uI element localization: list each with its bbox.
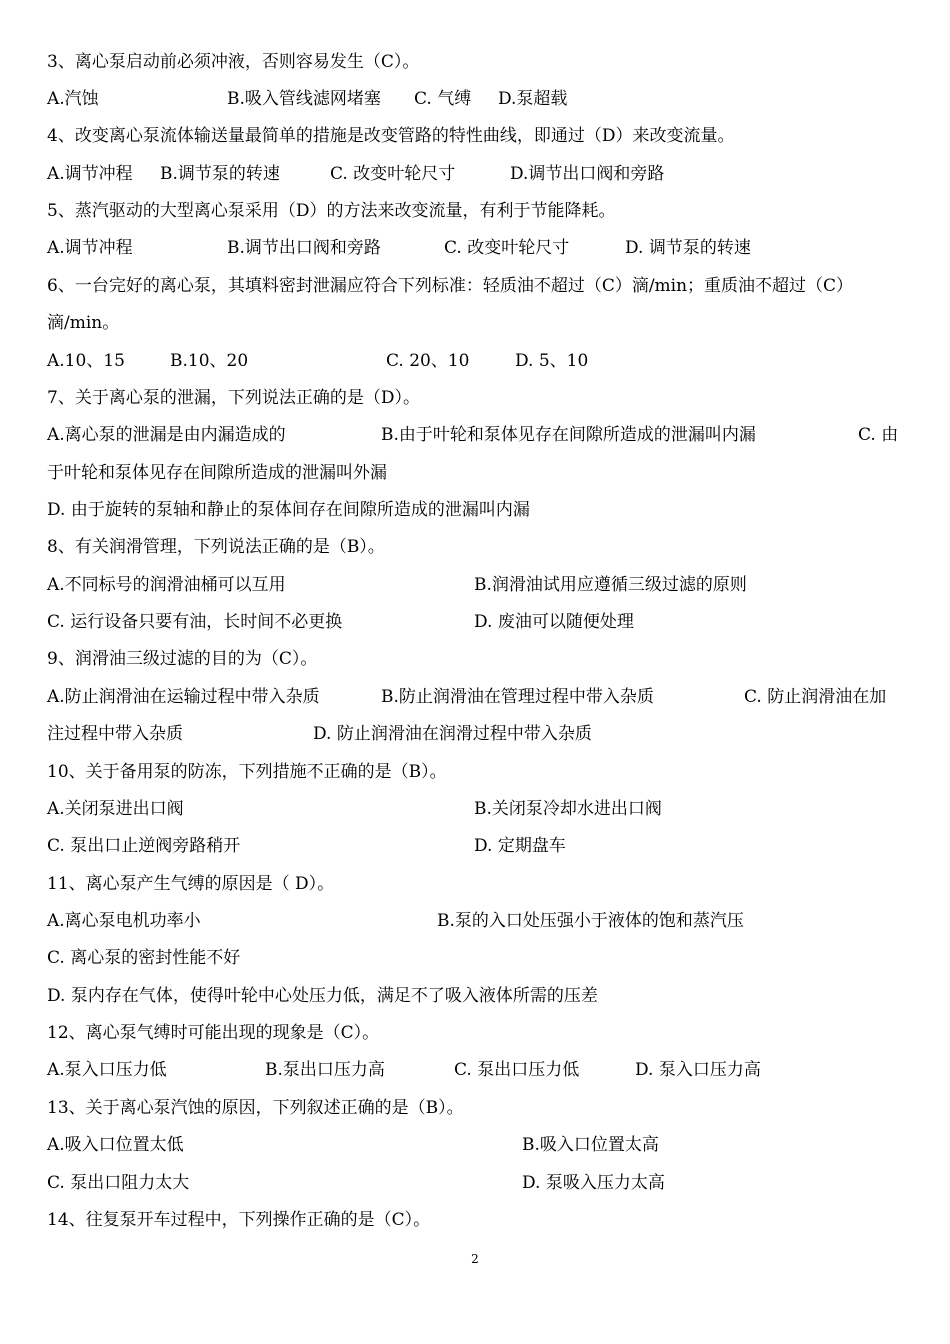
- option-text: B.关闭泵冷却水进出口阀: [474, 799, 662, 819]
- option-text: C. 由: [858, 425, 899, 445]
- line-q3: [0, 44, 950, 81]
- option-text: B.吸入管线滤网堵塞: [227, 89, 381, 109]
- option-text: C. 泵出口阻力太大: [47, 1173, 190, 1193]
- line-q10: [0, 754, 950, 791]
- line-q8-options-2: [0, 604, 950, 641]
- option-text: D. 5、10: [515, 351, 589, 371]
- option-text: C. 改变叶轮尺寸: [330, 164, 456, 184]
- line-q6-cont: [0, 305, 950, 342]
- line-q14: [0, 1202, 950, 1239]
- option-text: A.离心泵的泄漏是由内漏造成的: [47, 425, 286, 445]
- line-q4: [0, 118, 950, 155]
- option-text: C. 20、10: [386, 351, 470, 371]
- line-q13-options-1: [0, 1127, 950, 1164]
- line-q7: [0, 380, 950, 417]
- option-text: D.调节出口阀和旁路: [510, 164, 665, 184]
- line-q8-options-1: [0, 567, 950, 604]
- option-text: A.10、15: [47, 351, 125, 371]
- line-text: 8、有关润滑管理，下列说法正确的是（B）。: [47, 537, 385, 557]
- line-q7-options-2: [0, 455, 950, 492]
- line-text: 7、关于离心泵的泄漏，下列说法正确的是（D）。: [47, 388, 420, 408]
- option-text: C. 气缚: [414, 89, 472, 109]
- line-text: 14、往复泵开车过程中，下列操作正确的是（C）。: [47, 1210, 431, 1230]
- option-text: C. 运行设备只要有油，长时间不必更换: [47, 612, 343, 632]
- line-text: 13、关于离心泵汽蚀的原因，下列叙述正确的是（B）。: [47, 1098, 464, 1118]
- line-q7-options-1: [0, 417, 950, 454]
- option-text: B.10、20: [170, 351, 249, 371]
- option-text: A.调节冲程: [47, 238, 133, 258]
- option-text: B.泵出口压力高: [265, 1060, 385, 1080]
- line-q9-options-2: [0, 716, 950, 753]
- option-text: A.防止润滑油在运输过程中带入杂质: [47, 687, 320, 707]
- option-text: D. 定期盘车: [474, 836, 566, 856]
- option-text: C. 防止润滑油在加: [744, 687, 887, 707]
- line-text: C. 离心泵的密封性能不好: [47, 948, 241, 968]
- line-q11-options-2: [0, 940, 950, 977]
- line-text: 于叶轮和泵体见存在间隙所造成的泄漏叫外漏: [47, 463, 387, 483]
- option-text: A.汽蚀: [47, 89, 99, 109]
- option-text: A.离心泵电机功率小: [47, 911, 201, 931]
- option-text: D.泵超载: [498, 89, 568, 109]
- line-q9: [0, 641, 950, 678]
- line-text: 4、改变离心泵流体输送量最简单的措施是改变管路的特性曲线，即通过（D）来改变流量。: [47, 126, 735, 146]
- line-text: 3、离心泵启动前必须冲液，否则容易发生（C）。: [47, 52, 420, 72]
- line-q12-options: [0, 1052, 950, 1089]
- option-text: D. 防止润滑油在润滑过程中带入杂质: [313, 724, 592, 744]
- option-text: A.吸入口位置太低: [47, 1135, 184, 1155]
- line-q10-options-2: [0, 828, 950, 865]
- option-text: B.泵的入口处压强小于液体的饱和蒸汽压: [437, 911, 744, 931]
- line-q8: [0, 529, 950, 566]
- option-text: D. 调节泵的转速: [625, 238, 751, 258]
- line-text: 5、蒸汽驱动的大型离心泵采用（D）的方法来改变流量，有利于节能降耗。: [47, 201, 616, 221]
- option-text: C. 泵出口止逆阀旁路稍开: [47, 836, 241, 856]
- option-text: D. 废油可以随便处理: [474, 612, 634, 632]
- line-q10-options-1: [0, 791, 950, 828]
- line-q4-options: [0, 156, 950, 193]
- line-q13: [0, 1090, 950, 1127]
- line-q9-options-1: [0, 679, 950, 716]
- line-text: D. 泵内存在气体，使得叶轮中心处压力低，满足不了吸入液体所需的压差: [47, 986, 598, 1006]
- option-text: B.润滑油试用应遵循三级过滤的原则: [474, 575, 747, 595]
- line-text: 9、润滑油三级过滤的目的为（C）。: [47, 649, 318, 669]
- option-text: 注过程中带入杂质: [47, 724, 183, 744]
- option-text: B.调节泵的转速: [160, 164, 280, 184]
- option-text: A.泵入口压力低: [47, 1060, 167, 1080]
- option-text: C. 泵出口压力低: [454, 1060, 580, 1080]
- line-q6: [0, 268, 950, 305]
- option-text: D. 泵吸入压力太高: [522, 1173, 665, 1193]
- option-text: D. 泵入口压力高: [635, 1060, 761, 1080]
- line-q12: [0, 1015, 950, 1052]
- line-text: 11、离心泵产生气缚的原因是（ D）。: [47, 874, 335, 894]
- option-text: B.防止润滑油在管理过程中带入杂质: [381, 687, 654, 707]
- option-text: A.不同标号的润滑油桶可以互用: [47, 575, 286, 595]
- option-text: A.关闭泵进出口阀: [47, 799, 184, 819]
- option-text: B.调节出口阀和旁路: [227, 238, 381, 258]
- option-text: C. 改变叶轮尺寸: [444, 238, 570, 258]
- line-q11: [0, 866, 950, 903]
- line-q13-options-2: [0, 1165, 950, 1202]
- line-q11-options-1: [0, 903, 950, 940]
- line-text: 12、离心泵气缚时可能出现的现象是（C）。: [47, 1023, 380, 1043]
- line-text: D. 由于旋转的泵轴和静止的泵体间存在间隙所造成的泄漏叫内漏: [47, 500, 530, 520]
- line-text: 6、一台完好的离心泵，其填料密封泄漏应符合下列标准：轻质油不超过（C）滴/min；重质油不超过（C）: [47, 276, 854, 296]
- line-text: 滴/min。: [47, 313, 120, 333]
- line-q5: [0, 193, 950, 230]
- line-text: 10、关于备用泵的防冻，下列措施不正确的是（B）。: [47, 762, 447, 782]
- option-text: A.调节冲程: [47, 164, 133, 184]
- line-q5-options: [0, 230, 950, 267]
- option-text: B.由于叶轮和泵体见存在间隙所造成的泄漏叫内漏: [381, 425, 756, 445]
- line-q6-options: [0, 343, 950, 380]
- option-text: B.吸入口位置太高: [522, 1135, 659, 1155]
- page-number: 2: [471, 1252, 479, 1266]
- line-q3-options: [0, 81, 950, 118]
- line-q11-options-3: [0, 978, 950, 1015]
- line-q7-options-3: [0, 492, 950, 529]
